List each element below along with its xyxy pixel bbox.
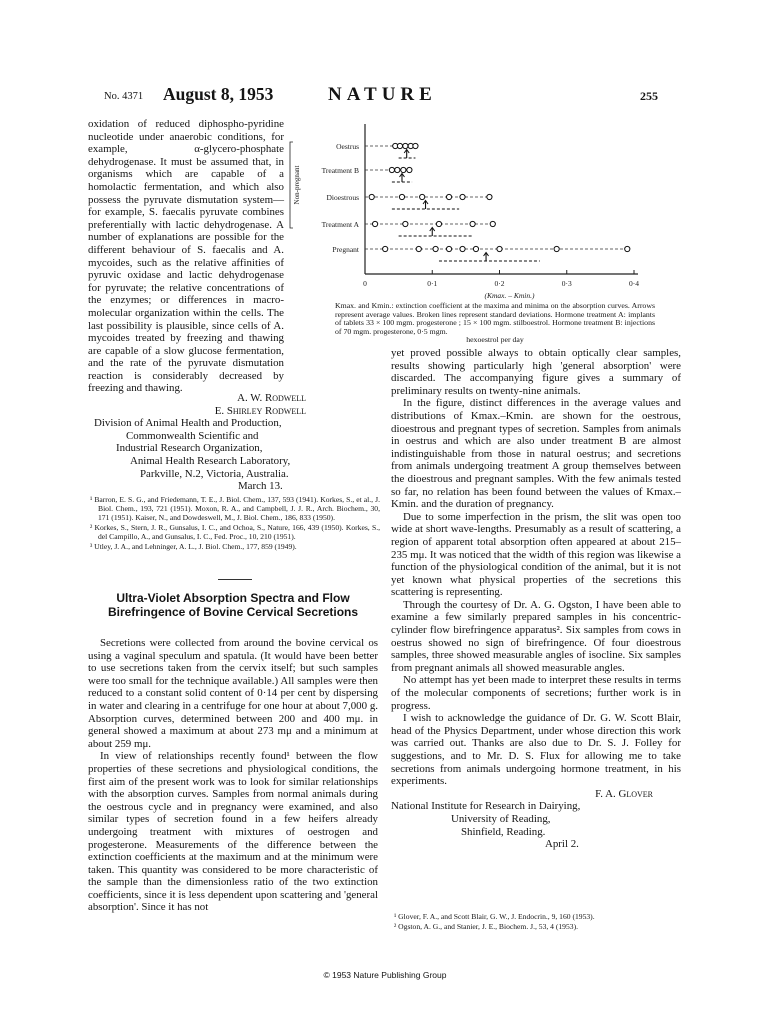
paragraph-figure-discussion: In the figure, distinct differences in the average values and distributions of Kmax.–Kmin. are shown for the oestrous, dioestrous and pregnant types of secretion. Samples from animals in oestrus and which are also under treatment B are almost indistinguishable from those in natural oestrus; and secretions from animals undergoing treatment A group themselves between the dioestrous and pregnant samples. With the few animals tested so far, no relation has been found between the values of Kmax.–Kmin. and the duration of pregnancy. <box>391 397 681 511</box>
paragraph-relationships: In view of relationships recently found¹ between the flow properties of these secretions and physiological conditions, the first aim of the present work was to look for similar relationships with the absorption curves. Samples from normal animals during the oestrous cycle and in pregnancy were examined, and also similar types of secretion found in a few heifers already undergoing treatment with mixtures of oestrogen and progesterone. Measurements of the difference between the extinction coefficients at the maximum and at the minimum were taken. This quantity was considered to be more characteristic of the sample than the dimensionless ratio of the two extinction coefficients, since it is less dependent upon scattering and 'general absorption'. Since it has not <box>88 750 378 914</box>
y-annotation: Non-pregnant <box>293 165 301 205</box>
second-paper-title: Ultra-Violet Absorption Spectra and Flow Birefringence of Bovine Cervical Secretions <box>107 591 359 620</box>
page-number: 255 <box>640 89 658 103</box>
data-point <box>403 143 408 148</box>
affiliation-line-3: Industrial Research Organization, <box>116 442 263 455</box>
data-point <box>413 143 418 148</box>
data-point <box>625 246 630 251</box>
category-label: Oestrus <box>336 142 359 151</box>
data-point <box>554 246 559 251</box>
data-point <box>436 221 441 226</box>
data-point <box>416 246 421 251</box>
data-point <box>397 143 402 148</box>
author-1: A. W. Rodwell <box>237 392 306 404</box>
paragraph-continued: yet proved possible always to obtain optically clear samples, results showing particularly high 'general absorption' were discarded. The accompanying figure gives a summary of preliminary results on twenty-nine animals. <box>391 347 681 397</box>
continued-paragraph: oxidation of reduced diphospho-pyridine nucleotide under anaerobic conditions, for example, α-glycero-phosphate dehydrogenase. It must be assumed that, in organisms which are capable of a homolactic fermentation, and which also possess the pyruvate dismutation system—for example, S. faecalis pyruvate combines preferentially with lactic dehydrogenase. A number of explanations are possible for the different behaviour of S. faecalis and A. mycoides, such as the relative affinities of pyruvic oxidase and lactic dehydrogenase for pyruvate; the relative concentrations of the enzymes; or differences in macro-molecular organization within the cells. The last possibility is plausible, since cells of A. mycoides treated by freezing and thawing are capable of a slow glucose fermentation, and the rate of the pyruvate dismutation reaction is considerably decreased by freezing and thawing. <box>88 118 284 395</box>
x-tick-label: 0 <box>363 279 367 288</box>
category-label: Dioestrous <box>326 193 359 202</box>
x-axis-label: (Kmax. – Kmin.) <box>484 291 535 300</box>
paragraph-further-work: No attempt has yet been made to interpret these results in terms of the molecular components of secretions; further work is in progress. <box>391 674 681 712</box>
second-reference-1: ¹ Glover, F. A., and Scott Blair, G. W., J. Endocrin., 9, 160 (1953). <box>394 912 595 921</box>
left-top-paragraph-upper <box>88 118 284 395</box>
author-2: E. Shirley Rodwell <box>214 404 306 417</box>
paragraph-prism: Due to some imperfection in the prism, the slit was open too wide at short wave-lengths. Presumably as a result of scattering, a region of apparent total absorption often appeared at about 215–235 mμ. It was noticed that the width of this region was likewise a function of the physiological condition of the animal, but it is not yet known what physical properties of the secretions this scattering is representing. <box>391 510 681 599</box>
x-tick-label: 0·1 <box>427 279 438 288</box>
reference-1: ¹ Barron, E. S. G., and Friedemann, T. E., J. Biol. Chem., 137, 593 (1941). Korkes, S., et al., J. Biol. Chem., 193, 721 (1951). Moxon, R. A., and Campbell, J. J. R., Arch. Biochem., 30, 171 (1951). Kaiser, N., and Dowdeswell, M., J. Biol. Chem., 186, 833 (1950). <box>90 495 380 522</box>
data-point <box>446 246 451 251</box>
category-label: Pregnant <box>332 245 359 254</box>
second-paper-right-column <box>391 347 681 851</box>
data-point <box>460 194 465 199</box>
affiliation-line-4: Animal Health Research Laboratory, <box>130 454 291 467</box>
affiliation-line-2: Commonwealth Scientific and <box>126 429 259 442</box>
x-tick-label: 0·2 <box>494 279 505 288</box>
caption-line-2: hexoestrol per day <box>466 335 524 345</box>
issue-number: No. 4371 <box>104 91 144 102</box>
figure-caption <box>335 302 655 345</box>
section-separator <box>218 579 252 580</box>
issue-date: August 8, 1953 <box>163 84 274 104</box>
data-point <box>446 194 451 199</box>
data-point <box>372 221 377 226</box>
data-point <box>487 194 492 199</box>
caption-line-1: Kmax. and Kmin.: extinction coefficient at the maxima and minima on the absorption curves. Arrows represent average values. Broken lines represent standard deviations. Hormone treatment A: implants of tablets 33 × 100 mgm. progesterone ; 15 × 100 mgm. stilboestrol. Hormone treatment B: injections of 70 mgm. progesterone, 0·5 mgm. <box>335 301 655 336</box>
paragraph-birefringence: Through the courtesy of Dr. A. G. Ogston, I have been able to examine a few similarly prepared samples in his concentric-cylinder flow birefringence apparatus². Six samples from cows in oestrus showed no sign of birefringence. Of four dioestrous samples, three showed measurable angles of isocline. Six samples from pregnant animals all showed measurable angles. <box>391 598 681 674</box>
data-point <box>369 194 374 199</box>
data-point <box>407 167 412 172</box>
second-affiliation-line-1: National Institute for Research in Dairying, <box>391 800 581 813</box>
data-point <box>433 246 438 251</box>
first-paper-date: March 13. <box>238 480 283 493</box>
journal-name: NATURE <box>328 84 437 105</box>
data-point <box>460 246 465 251</box>
data-point <box>490 221 495 226</box>
data-point <box>395 167 400 172</box>
category-label: Treatment A <box>321 220 359 229</box>
data-point <box>401 167 406 172</box>
data-point <box>403 221 408 226</box>
first-paper-references <box>90 496 380 552</box>
data-point <box>383 246 388 251</box>
data-point <box>399 194 404 199</box>
reference-2: ² Korkes, S., Stern, J. R., Gunsalus, I. C., and Ochoa, S., Nature, 166, 439 (1950). Korkes, S., del Campillo, A., and Gunsalus, I. C., Fed. Proc., 10, 210 (1951). <box>90 522 380 541</box>
category-label: Treatment B <box>321 166 359 175</box>
affiliation-line-1: Division of Animal Health and Production, <box>94 417 282 430</box>
paragraph-acknowledgement: I wish to acknowledge the guidance of Dr. G. W. Scott Blair, head of the Physics Department, under whose direction this work was carried out. Thanks are also due to Dr. S. J. Folley for suggestions, and to Mr. D. S. Flux for allowing me to take secretions from animals undergoing hormone treatment, in his experiments. <box>391 712 681 788</box>
x-tick-label: 0·4 <box>629 279 639 288</box>
data-point <box>389 167 394 172</box>
absorption-chart <box>288 118 660 302</box>
data-point <box>497 246 502 251</box>
second-paper-author: F. A. Glover <box>595 787 653 800</box>
second-paper-references <box>394 913 682 933</box>
data-point <box>473 246 478 251</box>
second-paper-left-column <box>88 637 378 914</box>
second-reference-2: ² Ogston, A. G., and Stanier, J. E., Biochem. J., 53, 4 (1953). <box>394 921 578 931</box>
affiliation-line-5: Parkville, N.2, Victoria, Australia. <box>140 467 289 480</box>
first-paper-signature <box>88 392 384 493</box>
reference-3: ³ Utley, J. A., and Lehninger, A. L., J. Biol. Chem., 177, 859 (1949). <box>90 541 297 551</box>
second-affiliation-line-2: University of Reading, <box>451 812 551 825</box>
paragraph-methods: Secretions were collected from around the bovine cervical os using a vaginal speculum and spatula. (It would have been better to use secretions taken from the cervix itself; but such samples were too small for the technique available.) All samples were then reduced to a constant solid content of 0·14 per cent by dispersing in water and clearing in a centrifuge for one hour at about 7,000 g. Absorption curves, determined between 200 and 400 mμ. in general showed a maximum at about 273 mμ and a minimum at about 259 mμ. <box>88 637 378 750</box>
copyright-footer: © 1953 Nature Publishing Group <box>323 970 447 980</box>
x-tick-label: 0·3 <box>561 279 572 288</box>
data-point <box>420 194 425 199</box>
second-paper-date: April 2. <box>545 838 579 851</box>
second-affiliation-line-3: Shinfield, Reading. <box>461 825 546 838</box>
data-point <box>470 221 475 226</box>
